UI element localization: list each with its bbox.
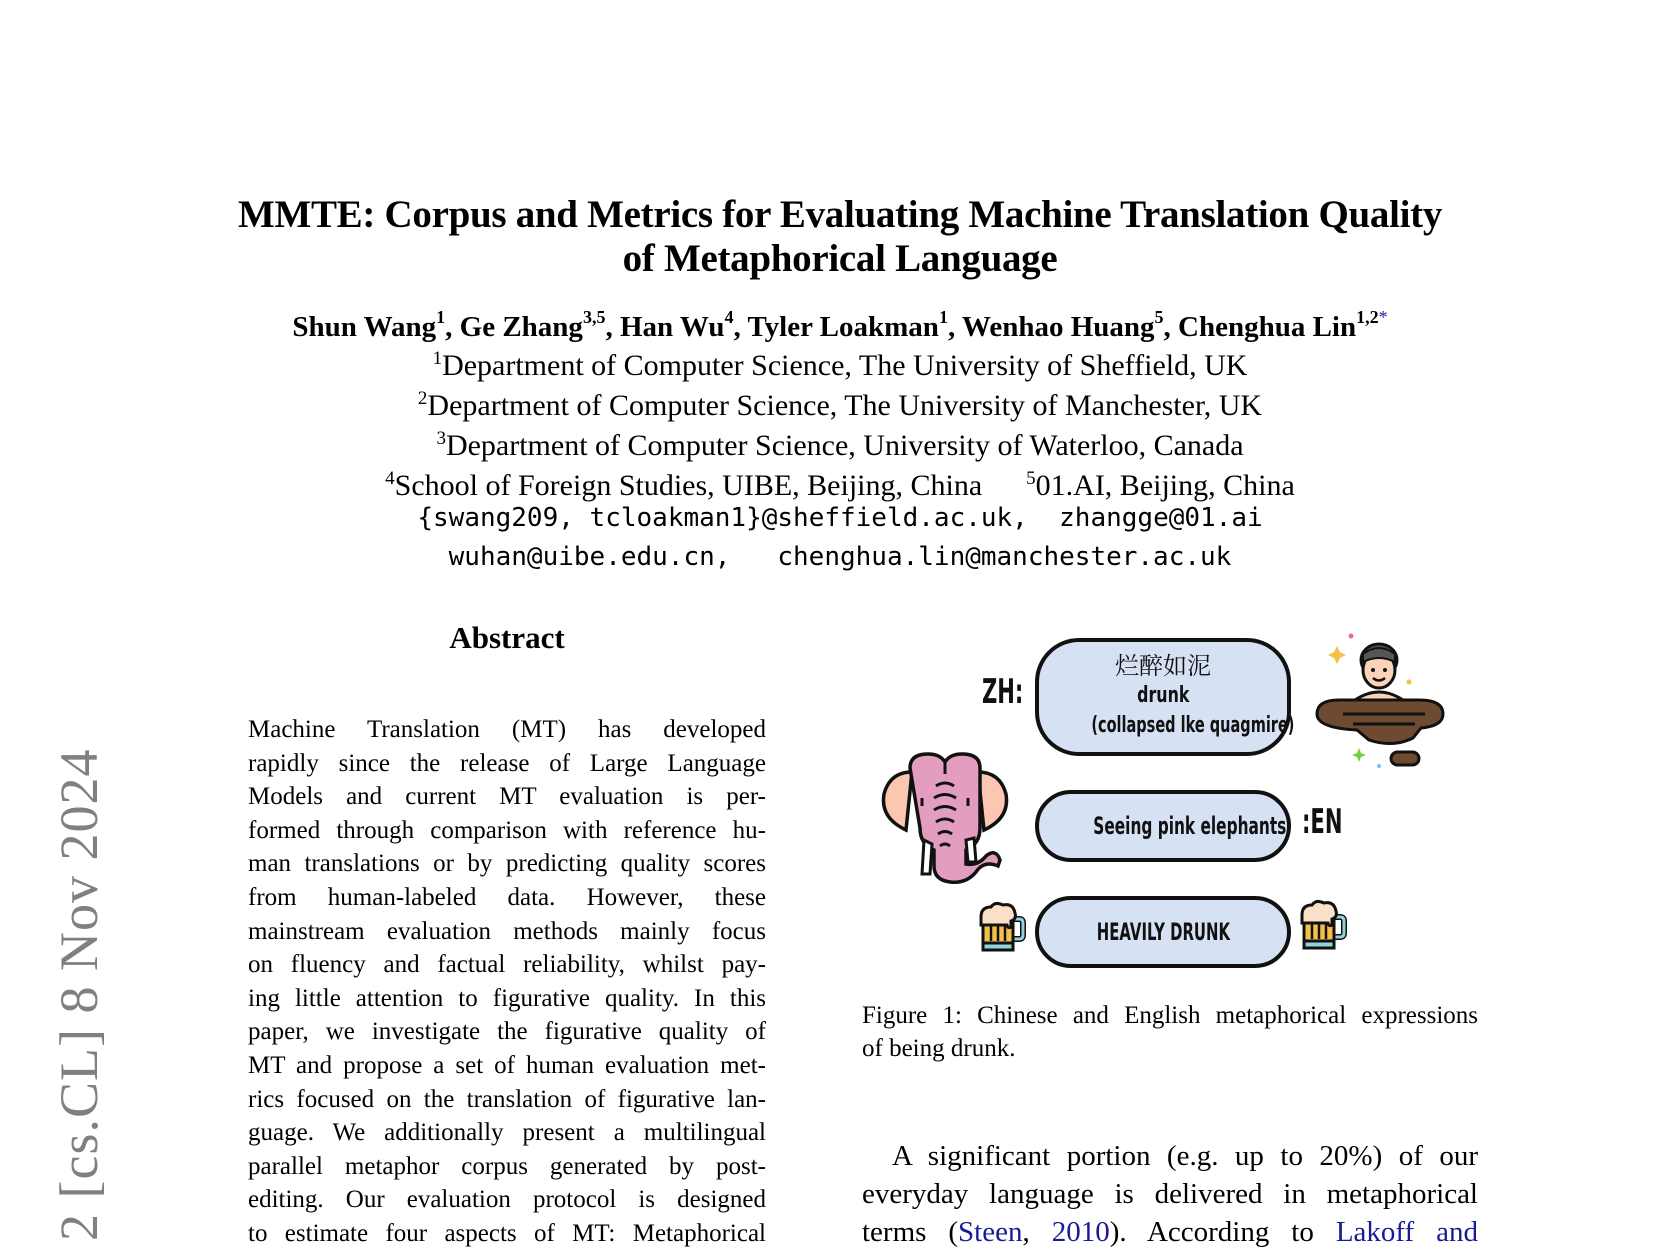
paper-title-line-1: MMTE: Corpus and Metrics for Evaluating Machine Translation Quality (237, 193, 1443, 236)
en-expression-box (1035, 790, 1291, 862)
en-expression-text: Seeing pink elephants (1093, 812, 1287, 840)
citation-lakoff[interactable]: Lakoff and (1335, 1216, 1479, 1248)
affiliation-2: $^2$Department of Computer Science, The University of Manchester, UK (417, 388, 1263, 422)
zh-expression-gloss: drunk (1136, 683, 1190, 708)
en-label: :EN (1302, 802, 1343, 842)
abstract-line: editing. Our evaluation protocol is designed (248, 1186, 766, 1214)
abstract-line: from human-labeled data. However, these (248, 883, 766, 911)
abstract-line: parallel metaphor corpus generated by post- (248, 1152, 766, 1180)
abstract-line: paper, we investigate the figurative quality of (248, 1018, 766, 1046)
abstract-line: to estimate four aspects of MT: Metaphorical (248, 1219, 766, 1247)
zh-expression-literal: (collapsed lke quagmire) (1091, 713, 1295, 738)
emails-line-1: {swang209, tcloakman1}@sheffield.ac.uk, zhangge@01.ai (417, 503, 1263, 533)
abstract-heading: Abstract (449, 620, 565, 655)
pink-elephant-icon (878, 752, 1013, 887)
affiliation-3: $^3$Department of Computer Science, University of Waterloo, Canada (436, 428, 1244, 462)
meaning-text: HEAVILY DRUNK (1096, 918, 1230, 946)
body-line: terms (Steen, 2010). According to Lakoff and (862, 1216, 1479, 1248)
abstract-line: rapidly since the release of Large Language (248, 749, 766, 777)
abstract-line: on fluency and factual reliability, whilst pay- (248, 951, 766, 979)
man-in-mud-icon (1309, 632, 1449, 772)
author-list (0, 302, 1654, 344)
citation-steen-author[interactable]: Steen (958, 1216, 1023, 1248)
zh-label: ZH: (982, 672, 1024, 712)
zh-expression-chinese: 烂醉如泥 (1115, 652, 1211, 680)
abstract-body (248, 713, 766, 1251)
arxiv-stamp: 2 [cs.CL] 8 Nov 2024 (49, 748, 109, 1241)
affiliation-4-5: $^4$School of Foreign Studies, UIBE, Beijing, China $^5$01.AI, Beijing, China (385, 468, 1295, 502)
abstract-line: Machine Translation (MT) has developed (248, 716, 766, 743)
caption-line: of being drunk. (862, 1035, 1016, 1062)
author: Wenhao Huang$^5$, (961, 307, 1179, 343)
figure-1 (860, 620, 1460, 980)
author: Han Wu$^4$, (619, 307, 748, 343)
author: Shun Wang$^1$, (292, 307, 460, 343)
citation-steen-year[interactable]: 2010 (1051, 1216, 1110, 1248)
affiliation-1: $^1$Department of Computer Science, The University of Sheffield, UK (432, 348, 1248, 382)
emails-line-2: wuhan@uibe.edu.cn, chenghua.lin@manchester.ac.uk (448, 542, 1232, 572)
paper-title-line-2: of Metaphorical Language (622, 237, 1058, 280)
author: Ge Zhang$^{3,5}$, (459, 307, 620, 343)
beer-mug-icon (1298, 899, 1350, 951)
abstract-line: formed through comparison with reference hu- (248, 816, 766, 844)
abstract-line: guage. We additionally present a multilingual (248, 1119, 766, 1147)
meaning-box (1035, 896, 1291, 968)
caption-line: Figure 1: Chinese and English metaphorical expressions (862, 1002, 1478, 1029)
author: Chenghua Lin$^{1,2}$ (1178, 307, 1379, 343)
intro-paragraph (862, 1137, 1478, 1251)
author: Tyler Loakman$^1$, (747, 307, 962, 343)
abstract-line: ing little attention to figurative quality. In this (248, 984, 766, 1012)
zh-expression-box (1035, 638, 1295, 756)
figure-caption (862, 999, 1478, 1065)
corresponding-author-link[interactable]: * (1378, 307, 1388, 327)
abstract-line: MT and propose a set of human evaluation met- (248, 1051, 766, 1079)
abstract-line: mainstream evaluation methods mainly focus (248, 917, 766, 945)
abstract-line: man translations or by predicting quality scores (248, 850, 766, 878)
body-line: A significant portion (e.g. up to 20%) of our (892, 1140, 1478, 1172)
abstract-line: Models and current MT evaluation is per- (248, 783, 766, 811)
abstract-line: rics focused on the translation of figurative lan- (248, 1085, 766, 1113)
body-line: everyday language is delivered in metaphorical (862, 1178, 1478, 1210)
beer-mug-icon (977, 901, 1029, 953)
